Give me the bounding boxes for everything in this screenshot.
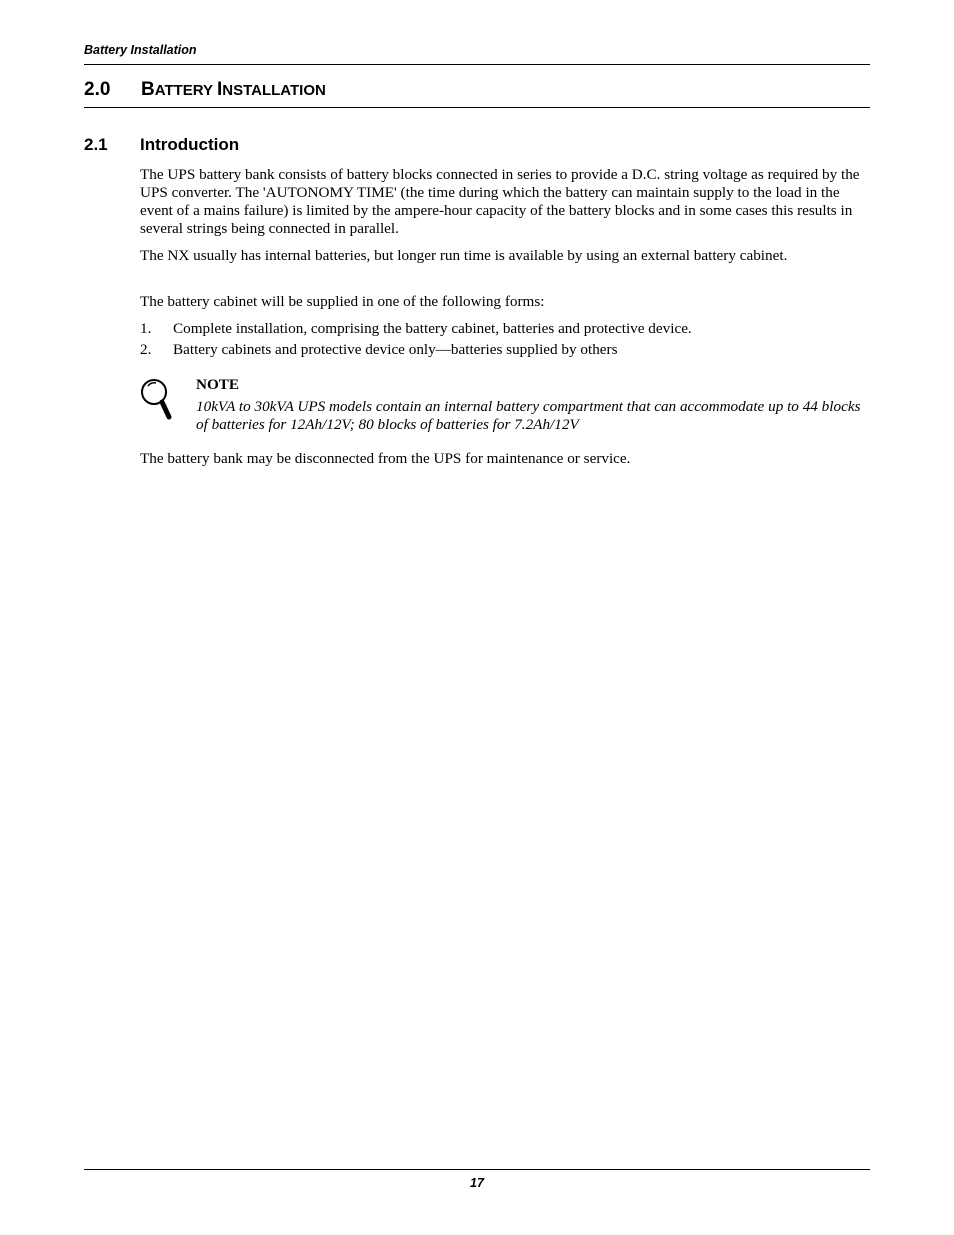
section-title-part: ATTERY [154, 82, 217, 99]
closing-paragraph: The battery bank may be disconnected from the UPS for maintenance or service. [140, 450, 631, 467]
subsection-number: 2.1 [84, 135, 108, 154]
section-rule [84, 107, 870, 108]
list-item [140, 341, 870, 359]
section-title-part: NSTALLATION [222, 82, 326, 99]
list-item [140, 320, 870, 338]
section-title-part: I [216, 79, 223, 100]
subsection-title: Introduction [140, 135, 240, 154]
header-rule [84, 64, 870, 65]
list-item-text: Battery cabinets and protective device only—batteries supplied by others [173, 341, 618, 358]
list-marker: 1. [140, 320, 152, 337]
note-body: 10kVA to 30kVA UPS models contain an internal battery compartment that can accommodate up to 44 blocks of batteries for 12Ah/12V; 80 blocks of batteries for 7.2Ah/12V [196, 398, 861, 433]
running-header: Battery Installation [84, 43, 197, 57]
footer-rule [84, 1169, 870, 1170]
section-heading [84, 79, 326, 101]
section-title-part: B [141, 79, 155, 100]
section-title [141, 79, 326, 100]
magnifier-icon [139, 376, 173, 420]
section-number: 2.0 [84, 79, 111, 100]
list-item-text: Complete installation, comprising the battery cabinet, batteries and protective device. [173, 320, 692, 337]
paragraph: The NX usually has internal batteries, but longer run time is available by using an external battery cabinet. [140, 247, 788, 264]
page-number: 17 [470, 1176, 484, 1190]
list-marker: 2. [140, 341, 152, 358]
paragraph: The battery cabinet will be supplied in one of the following forms: [140, 293, 545, 310]
paragraph: The UPS battery bank consists of battery blocks connected in series to provide a D.C. string voltage as required by the UPS converter. The 'AUTONOMY TIME' (the time during which the battery can maintain supply to the load in the event of a mains failure) is limited by the ampere-hour capacity of the battery blocks and in some cases this results in several strings being connected in parallel. [140, 166, 860, 237]
note-title: NOTE [196, 376, 240, 393]
subsection-heading [84, 135, 239, 155]
